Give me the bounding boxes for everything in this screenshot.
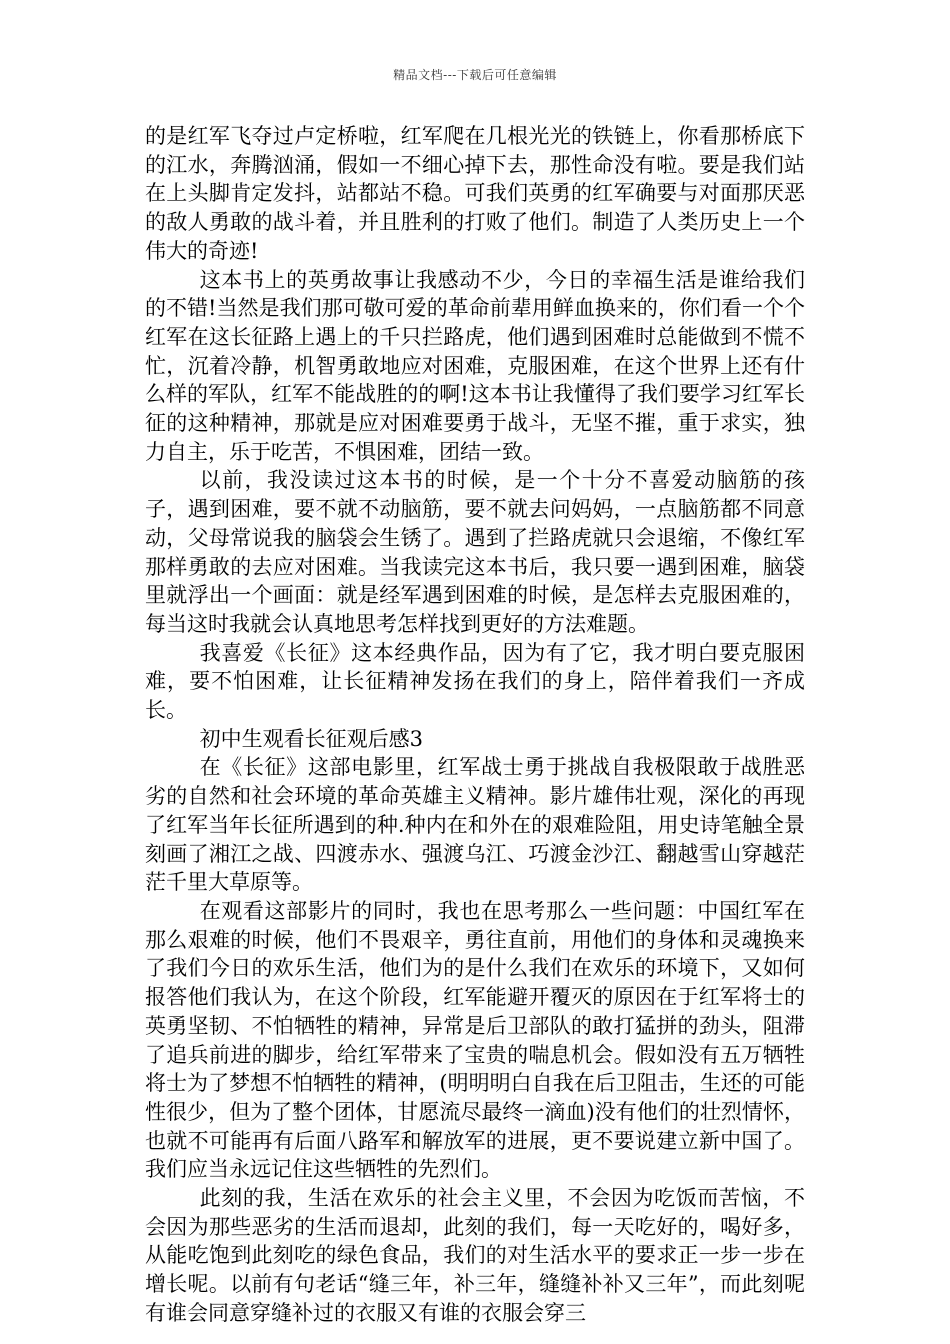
paragraph-5: 在《长征》这部电影里，红军战士勇于挑战自我极限敢于战胜恶劣的自然和社会环境的革命英雄主义精神。影片雄伟壮观，深化的再现了红军当年长征所遇到的种.种内在和外在的艰难险阻，用史诗笔触全景刻画了湘江之战、四渡赤水、强渡乌江、巧渡金沙江、翻越雪山穿越茫茫千里大草原等。 <box>145 755 805 895</box>
page-header: 精品文档---下载后可任意编辑 <box>393 68 557 82</box>
paragraph-7: 此刻的我，生活在欢乐的社会主义里，不会因为吃饭而苦恼，不会因为那些恶劣的生活而退却，此刻的我们，每一天吃好的，喝好多，从能吃饱到此刻吃的绿色食品，我们的对生活水平的要求正一步一步在增长呢。以前有句老话“缝三年，补三年，缝缝补补又三年”，而此刻呢有谁会同意穿缝补过的衣服又有谁的衣服会穿三 <box>145 1186 805 1325</box>
paragraph-1: 的是红军飞夺过卢定桥啦，红军爬在几根光光的铁链上，你看那桥底下的江水，奔腾汹涌，假如一不细心掉下去，那性命没有啦。要是我们站在上头脚肯定发抖，站都站不稳。可我们英勇的红军确要与对面那厌恶的敌人勇敢的战斗着，并且胜利的打败了他们。制造了人类历史上一个伟大的奇迹! <box>145 124 805 263</box>
paragraph-3: 以前，我没读过这本书的时候，是一个十分不喜爱动脑筋的孩子，遇到困难，要不就不动脑筋，要不就去问妈妈，一点脑筋都不同意动，父母常说我的脑袋会生锈了。遇到了拦路虎就只会退缩，不像红军那样勇敢的去应对困难。当我读完这本书后，我只要一遇到困难，脑袋里就浮出一个画面：就是经军遇到困难的时候，是怎样去克服困难的，每当这时我就会认真地思考怎样找到更好的方法难题。 <box>145 468 805 636</box>
document-body <box>145 122 805 1328</box>
section-heading: 初中生观看长征观后感3 <box>199 726 423 751</box>
paragraph-2: 这本书上的英勇故事让我感动不少，今日的幸福生活是谁给我们的不错!当然是我们那可敬可爱的革命前辈用鲜血换来的，你们看一个个红军在这长征路上遇上的千只拦路虎，他们遇到困难时总能做到不慌不忙，沉着冷静，机智勇敢地应对困难，克服困难，在这个世界上还有什么样的军队，红军不能战胜的的啊!这本书让我懂得了我们要学习红军长征的这种精神，那就是应对困难要勇于战斗，无坚不摧，重于求实，独力自主，乐于吃苦，不惧困难，团结一致。 <box>145 267 805 464</box>
paragraph-6: 在观看这部影片的同时，我也在思考那么一些问题：中国红军在那么艰难的时候，他们不畏艰辛，勇往直前，用他们的身体和灵魂换来了我们今日的欢乐生活，他们为的是什么我们在欢乐的环境下，又如何报答他们我认为，在这个阶段，红军能避开覆灭的原因在于红军将士的英勇坚韧、不怕牺牲的精神，异常是后卫部队的敢打猛拼的劲头，阻滞了追兵前进的脚步，给红军带来了宝贵的喘息机会。假如没有五万牺牲将士为了梦想不怕牺牲的精神，(明明明白自我在后卫阻击，生还的可能性很少，但为了整个团体，甘愿流尽最终一滴血)没有他们的壮烈情怀，也就不可能再有后面八路军和解放军的进展，更不要说建立新中国了。我们应当永远记住这些牺牲的先烈们。 <box>145 898 805 1182</box>
paragraph-4: 我喜爱《长征》这本经典作品，因为有了它，我才明白要克服困难，要不怕困难，让长征精神发扬在我们的身上，陪伴着我们一齐成长。 <box>145 640 805 723</box>
